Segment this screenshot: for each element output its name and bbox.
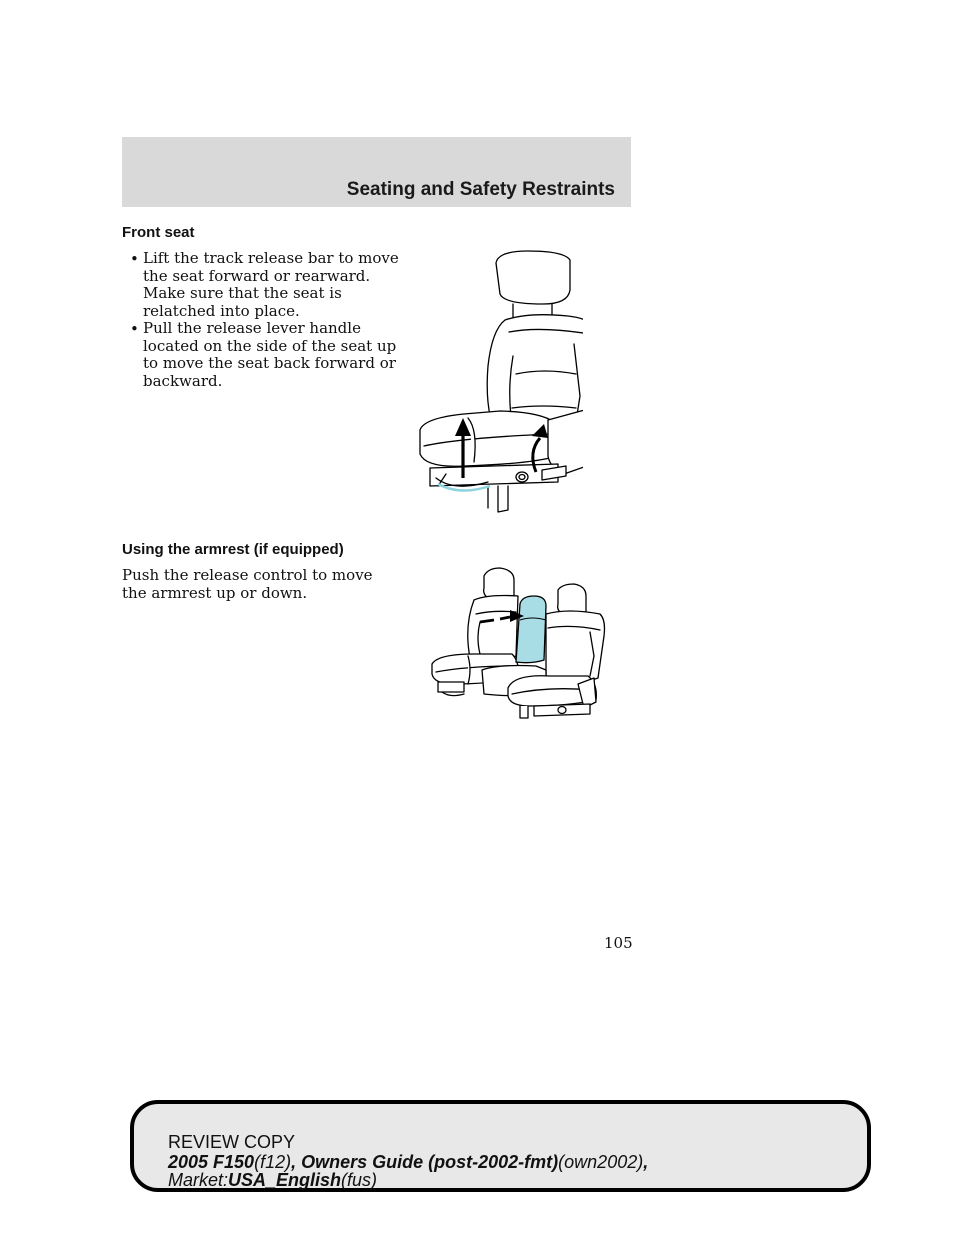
footer-box [130,1100,871,1192]
front-seat-illustration [408,246,583,516]
section-header [122,137,631,207]
footer-market-line: Market:USA_English(fus) [168,1170,378,1190]
bullet-text-track-release: Lift the track release bar to move the seat forward or rearward. Make sure that the seat is relatched into place. [143,249,399,320]
bullet-icon: • [130,320,139,338]
footer-review-copy: REVIEW COPY [168,1132,296,1152]
bullet-icon: • [130,250,139,268]
front-seat-heading: Front seat [122,224,195,241]
section-title: Seating and Safety Restraints [346,179,615,200]
armrest-heading: Using the armrest (if equipped) [122,541,344,558]
armrest-text: Push the release control to move the armrest up or down. [122,566,373,602]
bullet-text-release-lever: Pull the release lever handle located on the side of the seat up to move the seat back forward or backward. [143,319,397,390]
page-number: 105 [604,934,633,952]
footer-document-line: 2005 F150(f12), Owners Guide (post-2002-fmt)(own2002), [168,1152,649,1172]
armrest-illustration [428,566,610,722]
